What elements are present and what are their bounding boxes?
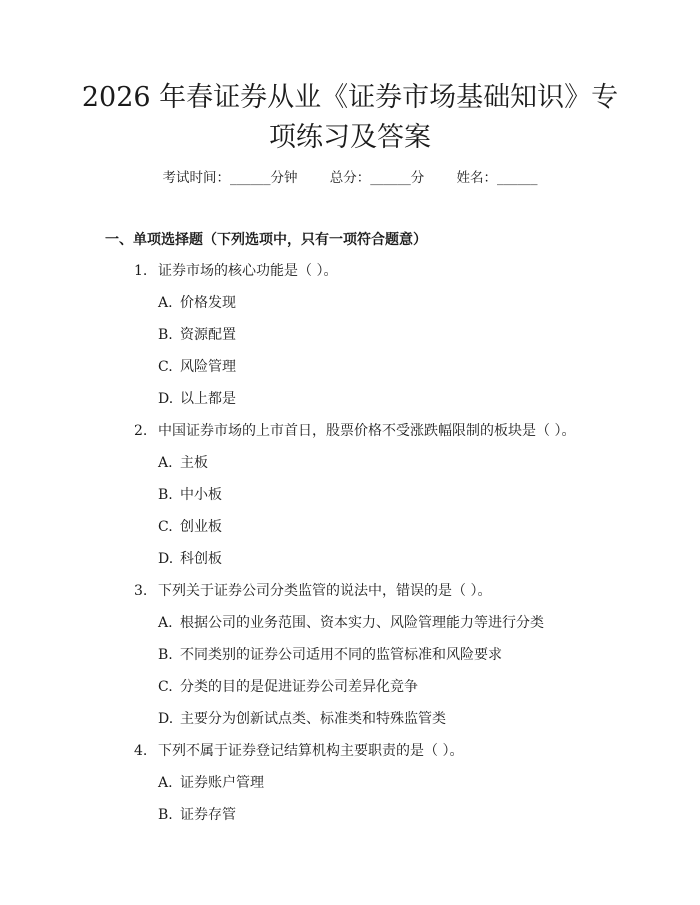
option-2d xyxy=(158,549,222,569)
exam-info xyxy=(0,168,700,188)
option-text: 证券账户管理 xyxy=(180,775,264,791)
option-2c xyxy=(158,517,222,537)
option-letter: C. xyxy=(158,359,173,375)
option-letter: A. xyxy=(158,615,173,631)
option-text: 不同类别的证券公司适用不同的监管标准和风险要求 xyxy=(180,647,502,663)
option-letter: A. xyxy=(158,775,173,791)
option-text: 主板 xyxy=(180,455,208,471)
option-text: 证券存管 xyxy=(180,807,236,823)
option-text: 风险管理 xyxy=(180,359,236,375)
question-2 xyxy=(134,421,575,441)
title-line-2: 项练习及答案 xyxy=(269,122,431,153)
option-1b xyxy=(158,325,236,345)
option-2b xyxy=(158,485,222,505)
option-letter: C. xyxy=(158,679,173,695)
option-1c xyxy=(158,357,236,377)
option-text: 资源配置 xyxy=(180,327,236,343)
option-letter: D. xyxy=(158,551,174,567)
option-letter: B. xyxy=(158,647,173,663)
option-3d xyxy=(158,709,446,729)
exam-time-field: 考试时间：______分钟 xyxy=(162,170,298,186)
option-letter: B. xyxy=(158,487,173,503)
option-letter: D. xyxy=(158,391,174,407)
question-number: 1. xyxy=(134,263,148,279)
question-text: 下列不属于证券登记结算机构主要职责的是（ ）。 xyxy=(158,743,464,759)
question-1 xyxy=(134,261,337,281)
option-text: 分类的目的是促进证券公司差异化竞争 xyxy=(180,679,418,695)
option-text: 主要分为创新试点类、标准类和特殊监管类 xyxy=(180,711,446,727)
option-4b xyxy=(158,805,236,825)
question-text: 证券市场的核心功能是（ ）。 xyxy=(158,263,338,279)
question-3 xyxy=(134,581,491,601)
option-text: 根据公司的业务范围、资本实力、风险管理能力等进行分类 xyxy=(180,615,544,631)
question-number: 4. xyxy=(134,743,148,759)
option-text: 科创板 xyxy=(180,551,222,567)
question-4 xyxy=(134,741,463,761)
option-letter: D. xyxy=(158,711,174,727)
document-title xyxy=(70,78,630,158)
option-letter: B. xyxy=(158,327,173,343)
option-text: 价格发现 xyxy=(180,295,236,311)
question-number: 3. xyxy=(134,583,148,599)
question-number: 2. xyxy=(134,423,148,439)
option-text: 以上都是 xyxy=(180,391,236,407)
option-1a xyxy=(158,293,236,313)
title-line-1: 2026 年春证券从业《证券市场基础知识》专 xyxy=(81,82,619,113)
option-4a xyxy=(158,773,264,793)
question-text: 下列关于证券公司分类监管的说法中，错误的是（ ）。 xyxy=(158,583,492,599)
option-letter: C. xyxy=(158,519,173,535)
option-3b xyxy=(158,645,502,665)
option-3c xyxy=(158,677,418,697)
option-letter: B. xyxy=(158,807,173,823)
option-letter: A. xyxy=(158,455,173,471)
name-field: 姓名：______ xyxy=(456,170,538,186)
question-text: 中国证券市场的上市首日，股票价格不受涨跌幅限制的板块是（ ）。 xyxy=(158,423,576,439)
option-3a xyxy=(158,613,544,633)
section-title: 一、单项选择题（下列选项中，只有一项符合题意） xyxy=(105,232,427,248)
total-score-field: 总分：______分 xyxy=(329,170,425,186)
option-text: 创业板 xyxy=(180,519,222,535)
option-text: 中小板 xyxy=(180,487,222,503)
option-1d xyxy=(158,389,236,409)
option-letter: A. xyxy=(158,295,173,311)
option-2a xyxy=(158,453,208,473)
